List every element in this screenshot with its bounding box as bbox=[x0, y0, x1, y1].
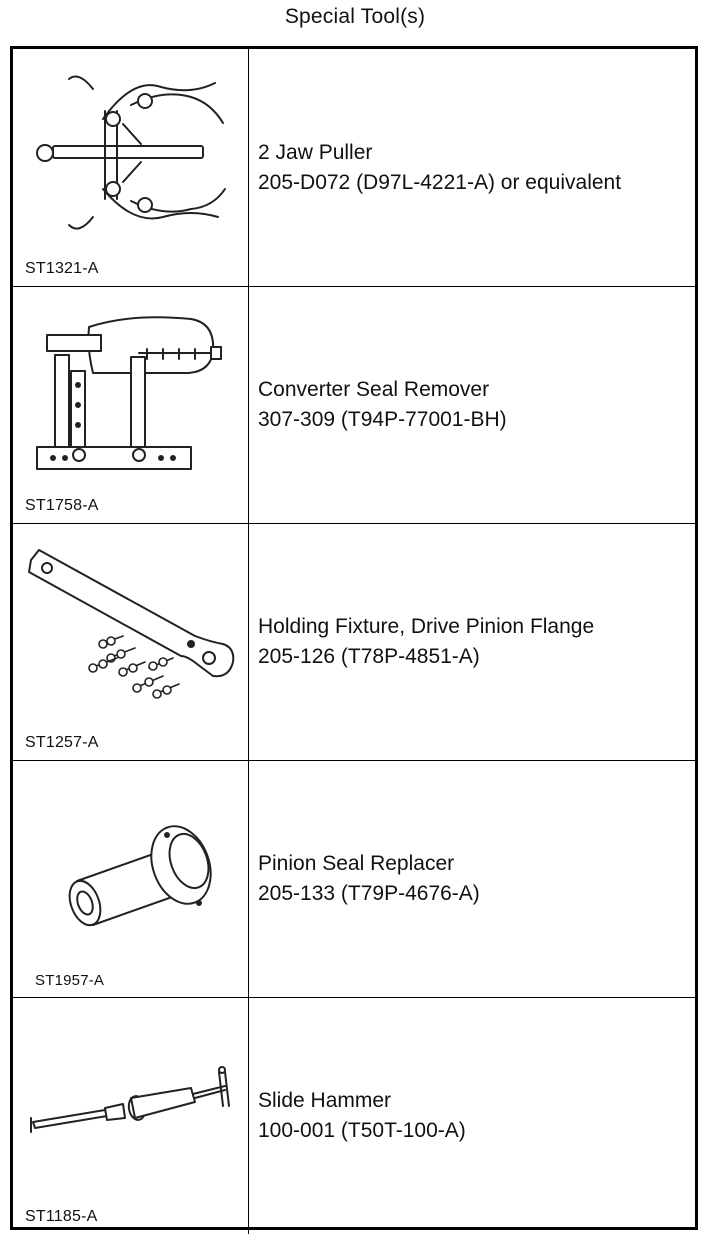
tool-reference-label: ST1957-A bbox=[35, 972, 105, 989]
tool-reference-label: ST1758-A bbox=[25, 497, 99, 514]
tool-row bbox=[13, 49, 695, 286]
tool-name: 2 Jaw Puller bbox=[258, 140, 373, 164]
tool-part-number: 307-309 (T94P-77001-BH) bbox=[258, 408, 507, 431]
slide-hammer-illustration bbox=[13, 998, 249, 1235]
tool-part-number: 100-001 (T50T-100-A) bbox=[258, 1119, 466, 1142]
tool-part-number: 205-133 (T79P-4676-A) bbox=[258, 882, 480, 905]
tool-name: Pinion Seal Replacer bbox=[258, 852, 455, 875]
tool-row bbox=[13, 760, 695, 997]
tool-part-number: 205-D072 (D97L-4221-A) or equivalent bbox=[258, 170, 622, 194]
tool-reference-label: ST1185-A bbox=[25, 1208, 98, 1225]
two-jaw-puller-illustration bbox=[13, 49, 249, 286]
tool-description-cell bbox=[249, 761, 695, 997]
tool-row bbox=[13, 523, 695, 760]
tool-image-cell bbox=[13, 524, 249, 760]
tool-description-cell bbox=[249, 49, 695, 286]
tool-description-cell bbox=[249, 998, 695, 1234]
tool-part-number: 205-126 (T78P-4851-A) bbox=[258, 645, 480, 668]
tool-name: Converter Seal Remover bbox=[258, 378, 490, 401]
seal-replacer-illustration bbox=[13, 761, 249, 998]
tool-row bbox=[13, 286, 695, 523]
tool-image-cell bbox=[13, 998, 249, 1234]
tool-row bbox=[13, 997, 695, 1234]
holding-fixture-illustration bbox=[13, 524, 249, 761]
seal-remover-illustration bbox=[13, 287, 249, 524]
tool-reference-label: ST1321-A bbox=[25, 260, 99, 277]
special-tools-table bbox=[10, 46, 698, 1230]
page-title: Special Tool(s) bbox=[284, 5, 426, 28]
tool-description-cell bbox=[249, 287, 695, 523]
tool-name: Holding Fixture, Drive Pinion Flange bbox=[258, 615, 595, 638]
tool-description-cell bbox=[249, 524, 695, 760]
tool-image-cell bbox=[13, 287, 249, 523]
tool-reference-label: ST1257-A bbox=[25, 734, 99, 751]
tool-image-cell bbox=[13, 49, 249, 286]
tool-image-cell bbox=[13, 761, 249, 997]
tool-name: Slide Hammer bbox=[258, 1089, 392, 1112]
